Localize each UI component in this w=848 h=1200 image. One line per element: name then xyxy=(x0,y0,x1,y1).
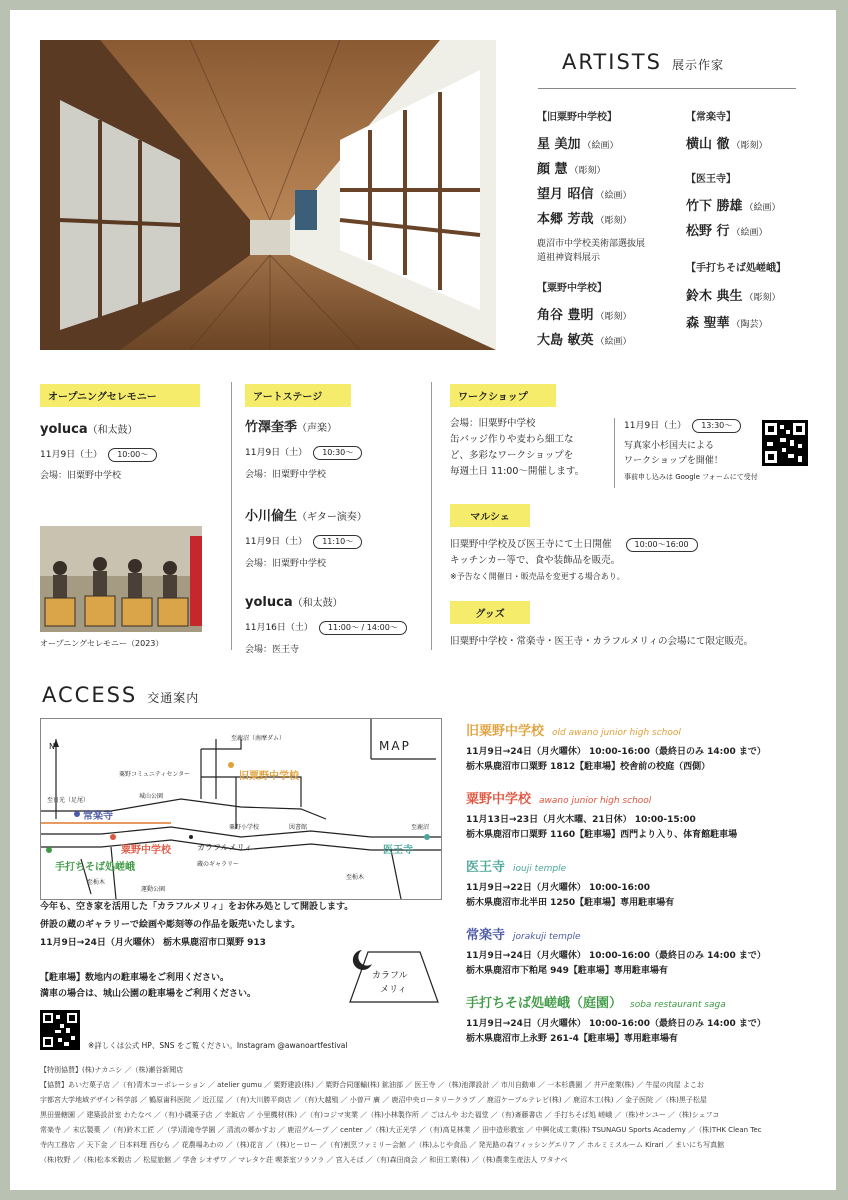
map-label-library: 図書館 xyxy=(289,824,308,831)
map-label-iouji[interactable]: 医王寺 xyxy=(383,845,413,856)
marche-time-pill: 10:00〜16:00 xyxy=(626,538,698,552)
opening-date: 11月9日（土） 10:00〜 xyxy=(40,447,157,462)
venue-entry xyxy=(466,992,826,1060)
artists-rule xyxy=(538,88,796,89)
artist-entry: 大島 敏英 （絵画） xyxy=(537,333,632,348)
parking-line: 【駐車場】数地内の駐車場をご利用ください。 xyxy=(40,973,230,983)
venue-address: 栃木県鹿沼市北半田 1250【駐車場】専用駐車場有 xyxy=(466,898,675,908)
workshop-line: ど、多彩なワークショップを xyxy=(450,450,574,461)
artist-group-label: 【常楽寺】 xyxy=(686,112,736,123)
stage-time-pill: 11:00〜 / 14:00〜 xyxy=(319,621,407,635)
opening-time-pill: 10:00〜 xyxy=(108,448,157,462)
venue-title: 医王寺 iouji temple xyxy=(466,860,567,875)
map-label-awano-jhs[interactable]: 粟野中学校 xyxy=(121,845,171,856)
map-label-soba[interactable]: 手打ちそば処嵯峨 xyxy=(55,862,135,873)
artists-right-column xyxy=(686,108,826,338)
artist-entry: 竹下 勝雄 （絵画） xyxy=(686,199,781,214)
artist-group-label: 【粟野中学校】 xyxy=(537,283,607,294)
map-label-sports-park: 運動公園 xyxy=(141,886,166,893)
sponsor-line: 【協賛】あいだ菓子店 ／（有)青木コーポレーション ／ atelier gumu ／ 粟野建設(株) ／ 粟野合同運輸(株) 鉱油部 ／ 医王寺 ／（株)池澤設計 ／ 市川自動車 ／ 一本杉農園 ／ 井戸産業(株) ／ 牛屋の肉屋 よこお xyxy=(40,1081,704,1089)
map-label-old-school[interactable]: 旧粟野中学校 xyxy=(239,771,299,782)
opening-photo xyxy=(40,526,202,632)
artist-group-label: 【旧粟野中学校】 xyxy=(537,112,617,123)
sponsor-line: 常楽寺 ／ 末広製菓 ／（有)鈴木工匠 ／（学)清滝寺学園 ／ 清流の郷かすお ／ 鹿沼グループ ／ center ／（株)大正光学 ／（有)高見林業 ／ 田中造形教室 ／ 中興化成工業(株) TSUNAGU Sports Academy ／（株)THK Clean Tec xyxy=(40,1126,762,1134)
artist-entry: 松野 行 （絵画） xyxy=(686,224,768,239)
venue-title: 常楽寺 jorakuji temple xyxy=(466,928,581,943)
opening-performer: yoluca（和太鼓） xyxy=(40,422,138,437)
artist-group-label: 【手打ちそば処嵯峨】 xyxy=(686,263,786,274)
map-label-direction: 至鹿沼 xyxy=(411,824,430,831)
sponsor-special: 【特別協賛】(株)ナカニシ ／（株)瀬谷新聞店 xyxy=(40,1066,184,1074)
artist-note: 道祖神資料展示 xyxy=(537,253,601,263)
venue-address: 栃木県鹿沼市口粟野 1812【駐車場】校舎前の校庭（西側） xyxy=(466,762,711,772)
workshop-qr-code[interactable] xyxy=(762,420,808,466)
marche-text xyxy=(450,537,820,585)
venue-address: 栃木県鹿沼市口粟野 1160【駐車場】西門より入り、体育館駐車場 xyxy=(466,830,738,840)
opening-venue: 会場：旧粟野中学校 xyxy=(40,471,122,481)
workshop-line: 毎週土日 11:00〜開催します。 xyxy=(450,466,585,477)
map-north-label: N xyxy=(49,742,55,751)
column-divider xyxy=(431,382,432,650)
artist-entry: 顔 慧 （彫刻） xyxy=(537,162,606,177)
map-label-kura: 蔵のギャラリー xyxy=(197,861,240,868)
workshop-special-note: 事前申し込みは Google フォームにて受付 xyxy=(624,473,758,481)
workshop-special-date: 11月9日（土） 13:30〜 xyxy=(624,418,754,433)
marche-note: ※予告なく開催日・販売品を変更する場合あり。 xyxy=(450,572,625,581)
sns-note: ※詳しくは公式 HP、SNS をご覧ください。Instagram @awanoartfestival xyxy=(88,1041,348,1050)
marche-line: 旧粟野中学校及び医王寺にて土日開催 10:00〜16:00 xyxy=(450,537,820,553)
sponsor-line: （株)牧野 ／（株)松本米穀店 ／ 松屋旅館 ／ 学舎 シオザワ ／ マレタケ荘 喫茶室ソラソラ ／ 宮入そば ／（有)森田商会 ／ 和田工業(株) ／（株)農業生産法人 ワタナベ xyxy=(40,1156,568,1164)
map-label-direction: 至栃木 xyxy=(346,874,365,881)
map-label-direction: 至鹿沼（南摩ダム） xyxy=(231,735,286,742)
map-label-direction: 至栃木 xyxy=(87,879,106,886)
workshop-line: 会場：旧粟野中学校 xyxy=(450,418,536,429)
map-label-jorakuji[interactable]: 常楽寺 xyxy=(83,811,113,822)
map-label-park: 城山公園 xyxy=(139,793,164,800)
stage-acts xyxy=(245,416,425,655)
colorful-line: 今年も、空き家を活用した「カラフルメリィ」をお休み処として開設します。 xyxy=(40,902,354,912)
artist-entry: 横山 徹 （彫刻） xyxy=(686,137,768,152)
goods-text: 旧粟野中学校・常楽寺・医王寺・カラフルメリィの会場にて限定販売。 xyxy=(450,636,753,647)
artist-entry: 本郷 芳哉 （彫刻） xyxy=(537,212,632,227)
map-label-direction: 至日光（足尾） xyxy=(47,797,90,804)
venue-hours: 11月9日→22日（月火曜休） 10:00-16:00 xyxy=(466,883,651,893)
workshop-special-line: ワークショップを開催！ xyxy=(624,456,723,466)
map-label: MAP xyxy=(379,739,411,753)
venue-entry xyxy=(466,720,826,788)
artists-left-column xyxy=(537,108,677,354)
venue-hours: 11月9日→24日（月火曜休） 10:00-16:00（最終日のみ 14:00 まで） xyxy=(466,747,766,757)
stage-act-name: 竹澤奎季（声楽） xyxy=(245,420,338,435)
map-label-community: 粟野コミュニティセンター xyxy=(119,771,191,778)
workshop-text xyxy=(450,416,615,480)
marche-label: マルシェ xyxy=(450,504,530,527)
access-title: ACCESS 交通案内 xyxy=(42,683,200,707)
website-qr-code[interactable] xyxy=(40,1010,80,1050)
stage-act-date: 11月9日（土） 11:10〜 xyxy=(245,534,425,549)
workshop-line: 缶バッジ作りや麦わら細工な xyxy=(450,434,574,445)
venue-title: 手打ちそば処嵯峨（庭園） soba restaurant saga xyxy=(466,996,726,1011)
stage-time-pill: 11:10〜 xyxy=(313,535,362,549)
colorful-line: 併設の蔵のギャラリーで絵画や彫刻等の作品を販売いたします。 xyxy=(40,920,301,930)
venue-hours: 11月9日→24日（月火曜休） 10:00-16:00（最終日のみ 14:00 まで） xyxy=(466,951,766,961)
artist-entry: 星 美加 （絵画） xyxy=(537,137,619,152)
workshop-special-line: 写真家小杉国夫による xyxy=(624,441,715,451)
sponsor-line: 宇都宮大学地域デザイン科学部 ／ 鶴原歯科医院 ／ 近江屋 ／（有)大川勝平商店 ／（有)大越殖 ／ 小曽戸 廣 ／ 鹿沼中央ロータリークラブ ／ 鹿沼ケーブルテレビ(株) ／ 鹿沼木工(株) ／ 金子医院 ／（株)黒子松屋 xyxy=(40,1096,707,1104)
venue-entry xyxy=(466,788,826,856)
workshop-label: ワークショップ xyxy=(450,384,556,407)
colorful-text xyxy=(40,898,460,952)
venue-address: 栃木県鹿沼市上永野 261-4【駐車場】専用駐車場有 xyxy=(466,1034,678,1044)
artist-note: 鹿沼市中学校美術部選抜展 xyxy=(537,239,646,249)
venue-title: 粟野中学校 awano junior high school xyxy=(466,792,652,807)
stage-time-pill: 10:30〜 xyxy=(313,446,362,460)
venue-entry xyxy=(466,856,826,924)
stage-act-venue: 会場：旧粟野中学校 xyxy=(245,470,327,480)
venue-list xyxy=(466,720,826,1060)
artist-entry: 角谷 豊明 （彫刻） xyxy=(537,308,632,323)
venue-title: 旧粟野中学校 old awano junior high school xyxy=(466,724,681,739)
opening-label: オープニングセレモニー xyxy=(40,384,200,407)
artist-entry: 鈴木 典生 （彫刻） xyxy=(686,289,781,304)
stage-act-name: yoluca（和太鼓） xyxy=(245,595,343,610)
column-divider xyxy=(231,382,232,650)
artist-group-label: 【医王寺】 xyxy=(686,174,736,185)
artist-entry: 森 聖華 （陶芸） xyxy=(686,316,768,331)
sponsor-line: 寺内工務店 ／ 天下金 ／ 日本料理 西むら ／ 花農場あわの ／（株)花言 ／（株)ヒーロー ／（有)割烹ファミリー会館 ／（株)ふじや食品 ／ 発光路の森フィッシングエリア ／ ホルミミスルーム Kirari ／ まいにち写真館 xyxy=(40,1141,725,1149)
venue-hours: 11月13日→23日（月火木曜、21日休） 10:00-15:00 xyxy=(466,815,696,825)
poster-sheet xyxy=(10,10,836,1190)
map-label-colorful[interactable]: カラフルメリィ xyxy=(197,843,253,852)
artist-entry: 望月 昭信 （絵画） xyxy=(537,187,632,202)
stage-label: アートステージ xyxy=(245,384,351,407)
opening-photo-caption: オープニングセレモニー（2023） xyxy=(40,639,164,648)
workshop-time-pill: 13:30〜 xyxy=(692,419,741,433)
parking-line: 満車の場合は、城山公園の駐車場をご利用ください。 xyxy=(40,989,257,999)
stage-act-name: 小川倫生（ギター演奏） xyxy=(245,509,367,524)
venue-address: 栃木県鹿沼市下粕尾 949【駐車場】専用駐車場有 xyxy=(466,966,668,976)
artists-title: ARTISTS 展示作家 xyxy=(562,50,724,74)
access-map[interactable] xyxy=(40,718,442,900)
colorful-line: 11月9日→24日（月火曜休） 栃木県鹿沼市口粟野 913 xyxy=(40,938,266,948)
stage-act-venue: 会場：旧粟野中学校 xyxy=(245,559,327,569)
map-label-school: 粟野小学校 xyxy=(229,824,260,831)
corridor-photo xyxy=(40,40,496,350)
sponsor-line: 黒田畳轄園 ／ 建築設計室 わたなべ ／（有)小磯薬子店 ／ 幸飯店 ／ 小里機材(株) ／（有)コジマ実業 ／（株)小林製作所 ／ ごはんや おた福堂 ／（有)斎藤書店 ／ 手打ちそば処 嵯峨 ／（株)サンユー ／（株)シェフコ xyxy=(40,1111,720,1119)
workshop-divider xyxy=(614,418,615,488)
workshop-special xyxy=(624,418,758,482)
goods-label: グッズ xyxy=(450,601,530,624)
venue-hours: 11月9日→24日（月火曜休） 10:00-16:00（最終日のみ 14:00 まで） xyxy=(466,1019,766,1029)
stage-act-date: 11月9日（土） 10:30〜 xyxy=(245,445,425,460)
stage-act-venue: 会場：医王寺 xyxy=(245,645,300,655)
colorful-logo-text: メリィ xyxy=(380,985,407,995)
venue-entry xyxy=(466,924,826,992)
stage-act-date: 11月16日（土） 11:00〜 / 14:00〜 xyxy=(245,620,425,635)
marche-line: キッチンカー等で、食や装飾品を販売。 xyxy=(450,555,621,566)
colorful-parking xyxy=(40,970,256,1002)
colorful-logo-text: カラフル xyxy=(372,971,408,981)
colorful-logo xyxy=(348,948,440,1004)
